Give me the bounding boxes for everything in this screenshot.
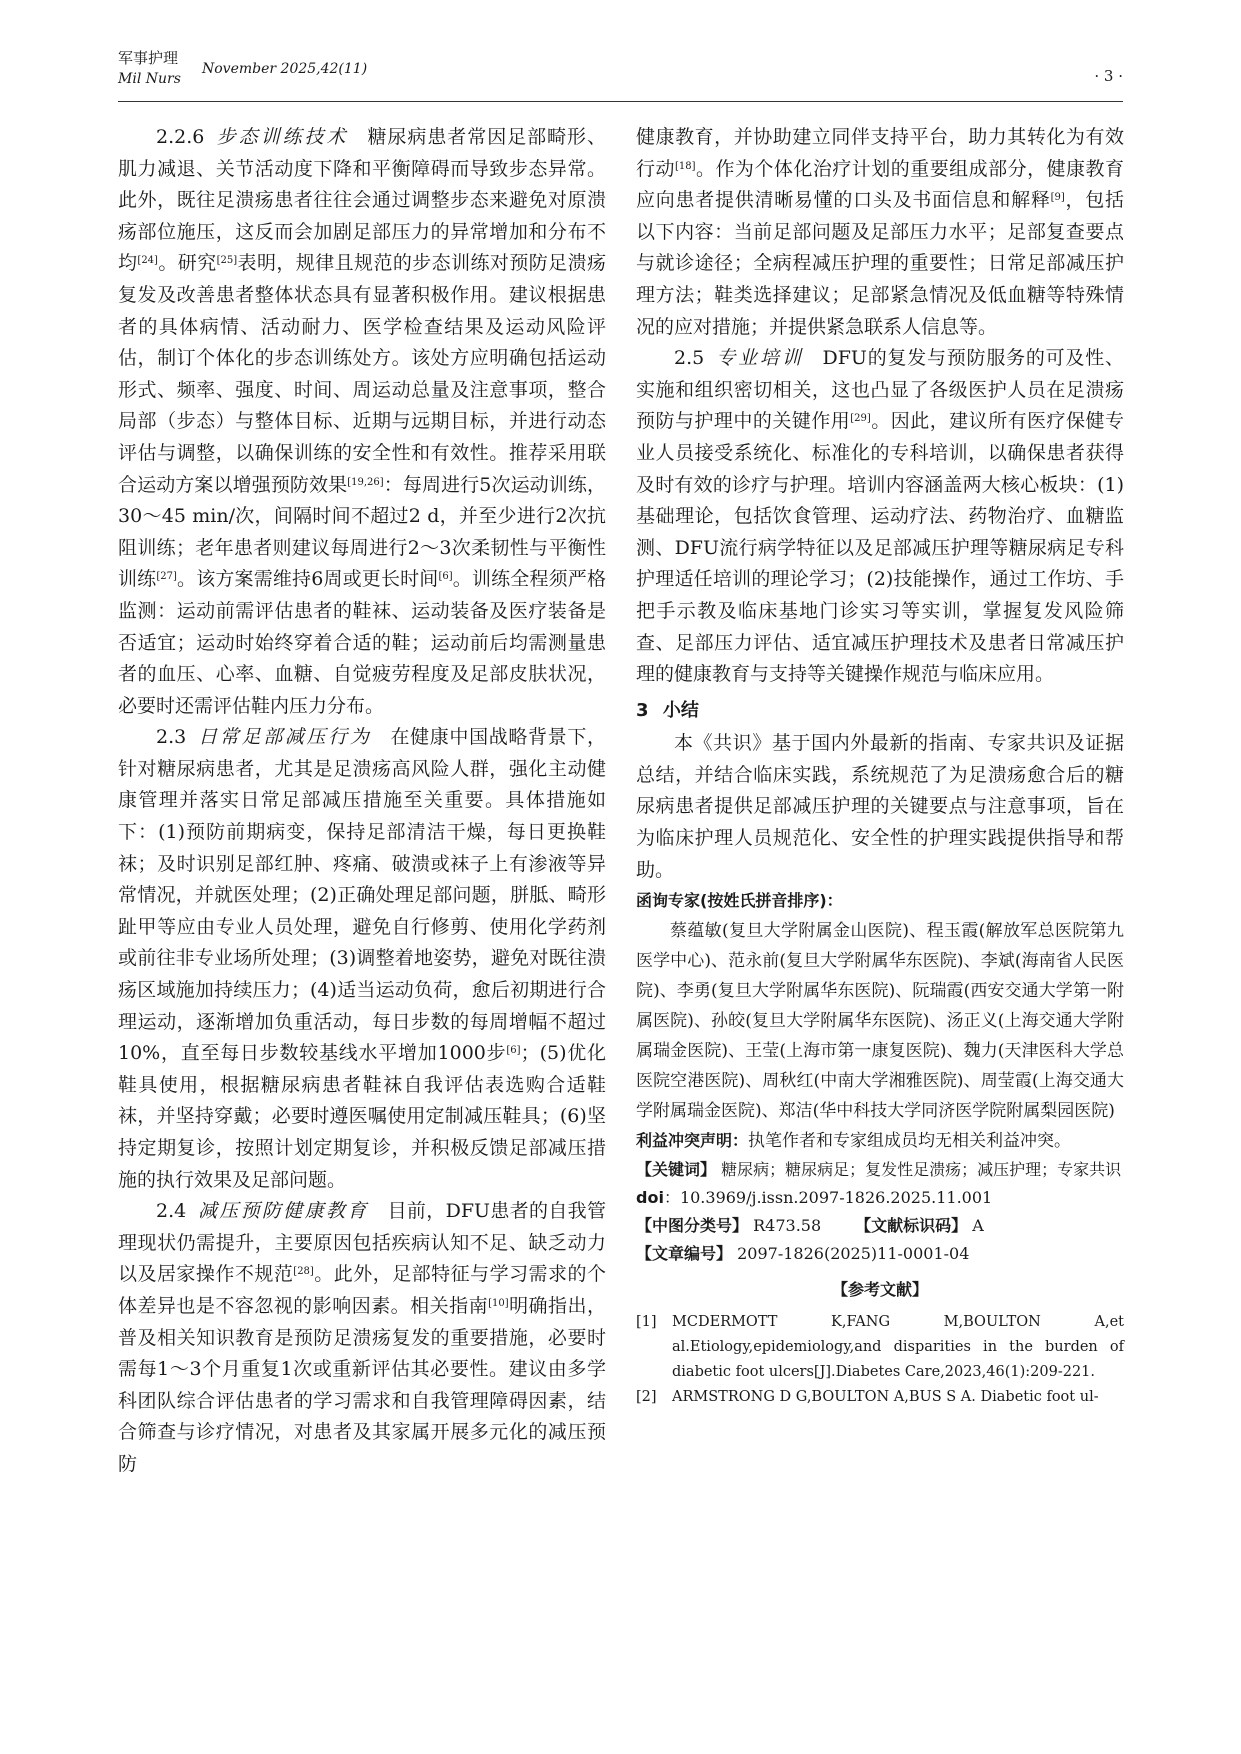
paragraph-text: ；(5)优化鞋具使用，根据糖尿病患者鞋袜自我评估表选购合适鞋袜，并坚持穿戴；必要时遵医嘱使用定制减压鞋具；(6)坚持定期复诊，按照计划定期复诊，并积极反馈足部减压措施的执行效果及足部问题。 xyxy=(118,1042,606,1191)
paragraph-text: ，包括以下内容：当前足部问题及足部压力水平；足部复查要点与就诊途径；全病程减压护理的重要性；日常足部减压护理方法；鞋类选择建议；足部紧急情况及低血糖等特殊情况的应对措施；并提供紧急联系人信息等。 xyxy=(636,189,1124,338)
paragraph-text: ：每周进行5次运动训练，30～45 min/次，间隔时间不超过2 d，并至少进行2次抗阻训练；老年患者则建议每周进行2～3次柔韧性与平衡性训练 xyxy=(118,473,606,591)
doi-line xyxy=(636,1184,1124,1212)
article-number-label: 【文章编号】 xyxy=(636,1244,733,1264)
section-2-4-continued xyxy=(636,122,1124,343)
reference-item xyxy=(636,1310,1124,1385)
section-title: 步态训练技术 xyxy=(215,126,349,148)
left-column xyxy=(118,122,606,1481)
paragraph-text: 。作为个体化治疗计划的重要组成部分，健康教育应向患者提供清晰易懂的口头及书面信息和解释 xyxy=(636,157,1124,212)
paragraph-text: 表明，规律且规范的步态训练对预防足溃疡复发及改善患者整体状态具有显著积极作用。建议根据患者的具体病情、活动耐力、医学检查结果及运动风险评估，制订个体化的步态训练处方。该处方应明确包括运动形式、频率、强度、时间、周运动总量及注意事项，整合局部（步态）与整体目标、近期与远期目标，并进行动态评估与调整，以确保训练的安全性和有效性。推荐采用联合运动方案以增强预防效果 xyxy=(118,252,606,496)
paragraph-text: 糖尿病患者常因足部畸形、肌力减退、关节活动度下降和平衡障碍而导致步态异常。此外，既往足溃疡患者往往会通过调整步态来避免对原溃疡部位施压，这反而会加剧足部压力的异常增加和分布不均 xyxy=(118,126,606,275)
section-number: 2.3 xyxy=(156,726,187,749)
expert-list xyxy=(636,886,1124,1126)
section-title: 专业培训 xyxy=(715,347,804,370)
article-number-line xyxy=(636,1240,1124,1268)
keywords-label: 【关键词】 xyxy=(636,1160,717,1180)
citation: [6] xyxy=(506,1045,521,1057)
keywords xyxy=(636,1156,1124,1184)
paragraph-text: 。训练全程须严格监测：运动前需评估患者的鞋袜、运动装备及医疗装备是否适宜；运动时始终穿着合适的鞋；运动前后均需测量患者的血压、心率、血糖、自觉疲劳程度及足部皮肤状况，必要时还需评估鞋内压力分布。 xyxy=(118,568,606,717)
conflict-statement xyxy=(636,1126,1124,1156)
paragraph-text: 目前，DFU患者的自我管理现状仍需提升，主要原因包括疾病认知不足、缺乏动力以及居家操作不规范 xyxy=(118,1200,606,1286)
header-rule xyxy=(118,101,1123,102)
journal-name-en: Mil Nurs xyxy=(118,71,181,87)
reference-item xyxy=(636,1385,1124,1410)
paragraph-text: 在健康中国战略背景下，针对糖尿病患者，尤其是足溃疡高风险人群，强化主动健康管理并落实日常足部减压措施至关重要。具体措施如下：(1)预防前期病变，保持足部清洁干燥，每日更换鞋袜；及时识别足部红肿、疼痛、破溃或袜子上有渗液等异常情况，并就医处理；(2)正确处理足部问题，胼胝、畸形趾甲等应由专业人员处理，避免自行修剪、使用化学药剂或前往非专业场所处理；(3)调整着地姿势，避免对既往溃疡区域施加持续压力；(4)适当运动负荷，愈后初期进行合理运动，逐渐增加负重活动，每日步数的每周增幅不超过10%，直至每日步数较基线水平增加1000步 xyxy=(118,726,606,1065)
section-number: 2.5 xyxy=(674,347,705,370)
paragraph-text: 。研究 xyxy=(157,252,217,275)
reference-number: [2] xyxy=(636,1388,657,1405)
clc-label: 【中图分类号】 xyxy=(636,1216,749,1236)
citation: [28] xyxy=(293,1266,314,1278)
citation: [25] xyxy=(216,255,238,267)
citation: [19,26] xyxy=(347,476,384,488)
citation: [9] xyxy=(1050,192,1065,204)
section-title: 日常足部减压行为 xyxy=(197,726,372,749)
citation: [10] xyxy=(488,1297,509,1309)
conflict-label: 利益冲突声明： xyxy=(636,1131,749,1151)
paragraph-text: DFU的复发与预防服务的可及性、实施和组织密切相关，这也凸显了各级医护人员在足溃疡预防与护理中的关键作用 xyxy=(636,347,1124,433)
citation: [27] xyxy=(156,571,177,583)
citation: [24] xyxy=(137,255,158,267)
citation: [6] xyxy=(438,571,453,583)
section-3-heading xyxy=(636,695,1124,727)
expert-names: 蔡蕴敏(复旦大学附属金山医院)、程玉霞(解放军总医院第九医学中心)、范永前(复旦大学附属华东医院)、李斌(海南省人民医院)、李勇(复旦大学附属华东医院)、阮瑞霞(西安交通大学第一附属医院)、孙皎(复旦大学附属华东医院)、汤正义(上海交通大学附属瑞金医院)、王莹(上海市第一康复医院)、魏力(天津医科大学总医院空港医院)、周秋红(中南大学湘雅医院)、周莹霞(上海交通大学附属瑞金医院)、郑洁(华中科技大学同济医学院附属梨园医院) xyxy=(636,921,1124,1122)
article-number-value: 2097-1826(2025)11-0001-04 xyxy=(737,1244,970,1264)
section-2-5 xyxy=(636,343,1124,691)
paragraph-text: 健康教育，并协助建立同伴支持平台，助力其转化为有效行动 xyxy=(636,126,1124,180)
issue-info: November 2025,42(11) xyxy=(202,61,368,77)
summary-paragraph: 本《共识》基于国内外最新的指南、专家共识及证据总结，并结合临床实践，系统规范了为足溃疡愈合后的糖尿病患者提供足部减压护理的关键要点与注意事项，旨在为临床护理人员规范化、安全性的护理实践提供指导和帮助。 xyxy=(636,732,1124,881)
expert-label: 函询专家(按姓氏拼音排序)： xyxy=(636,891,843,911)
section-number: 3 xyxy=(636,699,649,721)
conflict-text: 执笔作者和专家组成员均无相关利益冲突。 xyxy=(748,1131,1072,1152)
section-number: 2.2.6 xyxy=(156,126,205,148)
section-2-4 xyxy=(118,1196,606,1480)
reference-text: ARMSTRONG D G,BOULTON A,BUS S A. Diabetic foot ul- xyxy=(672,1388,1099,1405)
clc-value: R473.58 xyxy=(753,1216,822,1236)
section-2-2-6 xyxy=(118,122,606,722)
citation: [18] xyxy=(674,160,696,172)
reference-number: [1] xyxy=(636,1313,657,1330)
journal-name-cn: 军事护理 xyxy=(118,49,179,67)
running-header xyxy=(118,47,1123,97)
citation: [29] xyxy=(850,413,871,425)
doi-label: doi xyxy=(636,1188,664,1208)
references-title: 【参考文献】 xyxy=(831,1280,928,1300)
section-number: 2.4 xyxy=(156,1200,187,1223)
section-title: 小结 xyxy=(662,699,699,721)
paragraph-text: 。此外，足部特征与学习需求的个体差异也是不容忽视的影响因素。相关指南 xyxy=(118,1263,606,1317)
doc-code-label: 【文献标识码】 xyxy=(855,1216,968,1236)
page-number: · 3 · xyxy=(1094,67,1123,85)
paragraph-text: 。该方案需维持6周或更长时间 xyxy=(176,568,439,591)
section-2-3 xyxy=(118,722,606,1196)
paragraph-text: 。因此，建议所有医疗保健专业人员接受系统化、标准化的专科培训，以确保患者获得及时有效的诊疗与护理。培训内容涵盖两大核心板块：(1)基础理论，包括饮食管理、运动疗法、药物治疗、血糖监测、DFU流行病学特征以及足部减压护理等糖尿病足专科护理适任培训的理论学习；(2)技能操作，通过工作坊、手把手示教及临床基地门诊实习等实训，掌握复发风险筛查、足部压力评估、适宜减压护理技术及患者日常减压护理的健康教育与支持等关键操作规范与临床应用。 xyxy=(636,410,1124,686)
paragraph-text: 明确指出，普及相关知识教育是预防足溃疡复发的重要措施，必要时需每1～3个月重复1次或重新评估其必要性。建议由多学科团队综合评估患者的学习需求和自我管理障碍因素，结合筛查与诊疗情况，对患者及其家属开展多元化的减压预防 xyxy=(118,1294,606,1475)
classification-line xyxy=(636,1212,1124,1240)
section-title: 减压预防健康教育 xyxy=(197,1200,369,1223)
reference-text: MCDERMOTT K,FANG M,BOULTON A,et al.Etiology,epidemiology,and disparities in the burden of diabetic foot ulcers[J].Diabetes Care,2023,46(1):209-221. xyxy=(672,1313,1124,1380)
doc-code-value: A xyxy=(972,1216,984,1236)
keywords-text: 糖尿病；糖尿病足；复发性足溃疡；减压护理；专家共识 xyxy=(721,1160,1122,1180)
right-column xyxy=(636,122,1124,1410)
doi-text[interactable]: ：10.3969/j.issn.2097-1826.2025.11.001 xyxy=(663,1188,993,1208)
